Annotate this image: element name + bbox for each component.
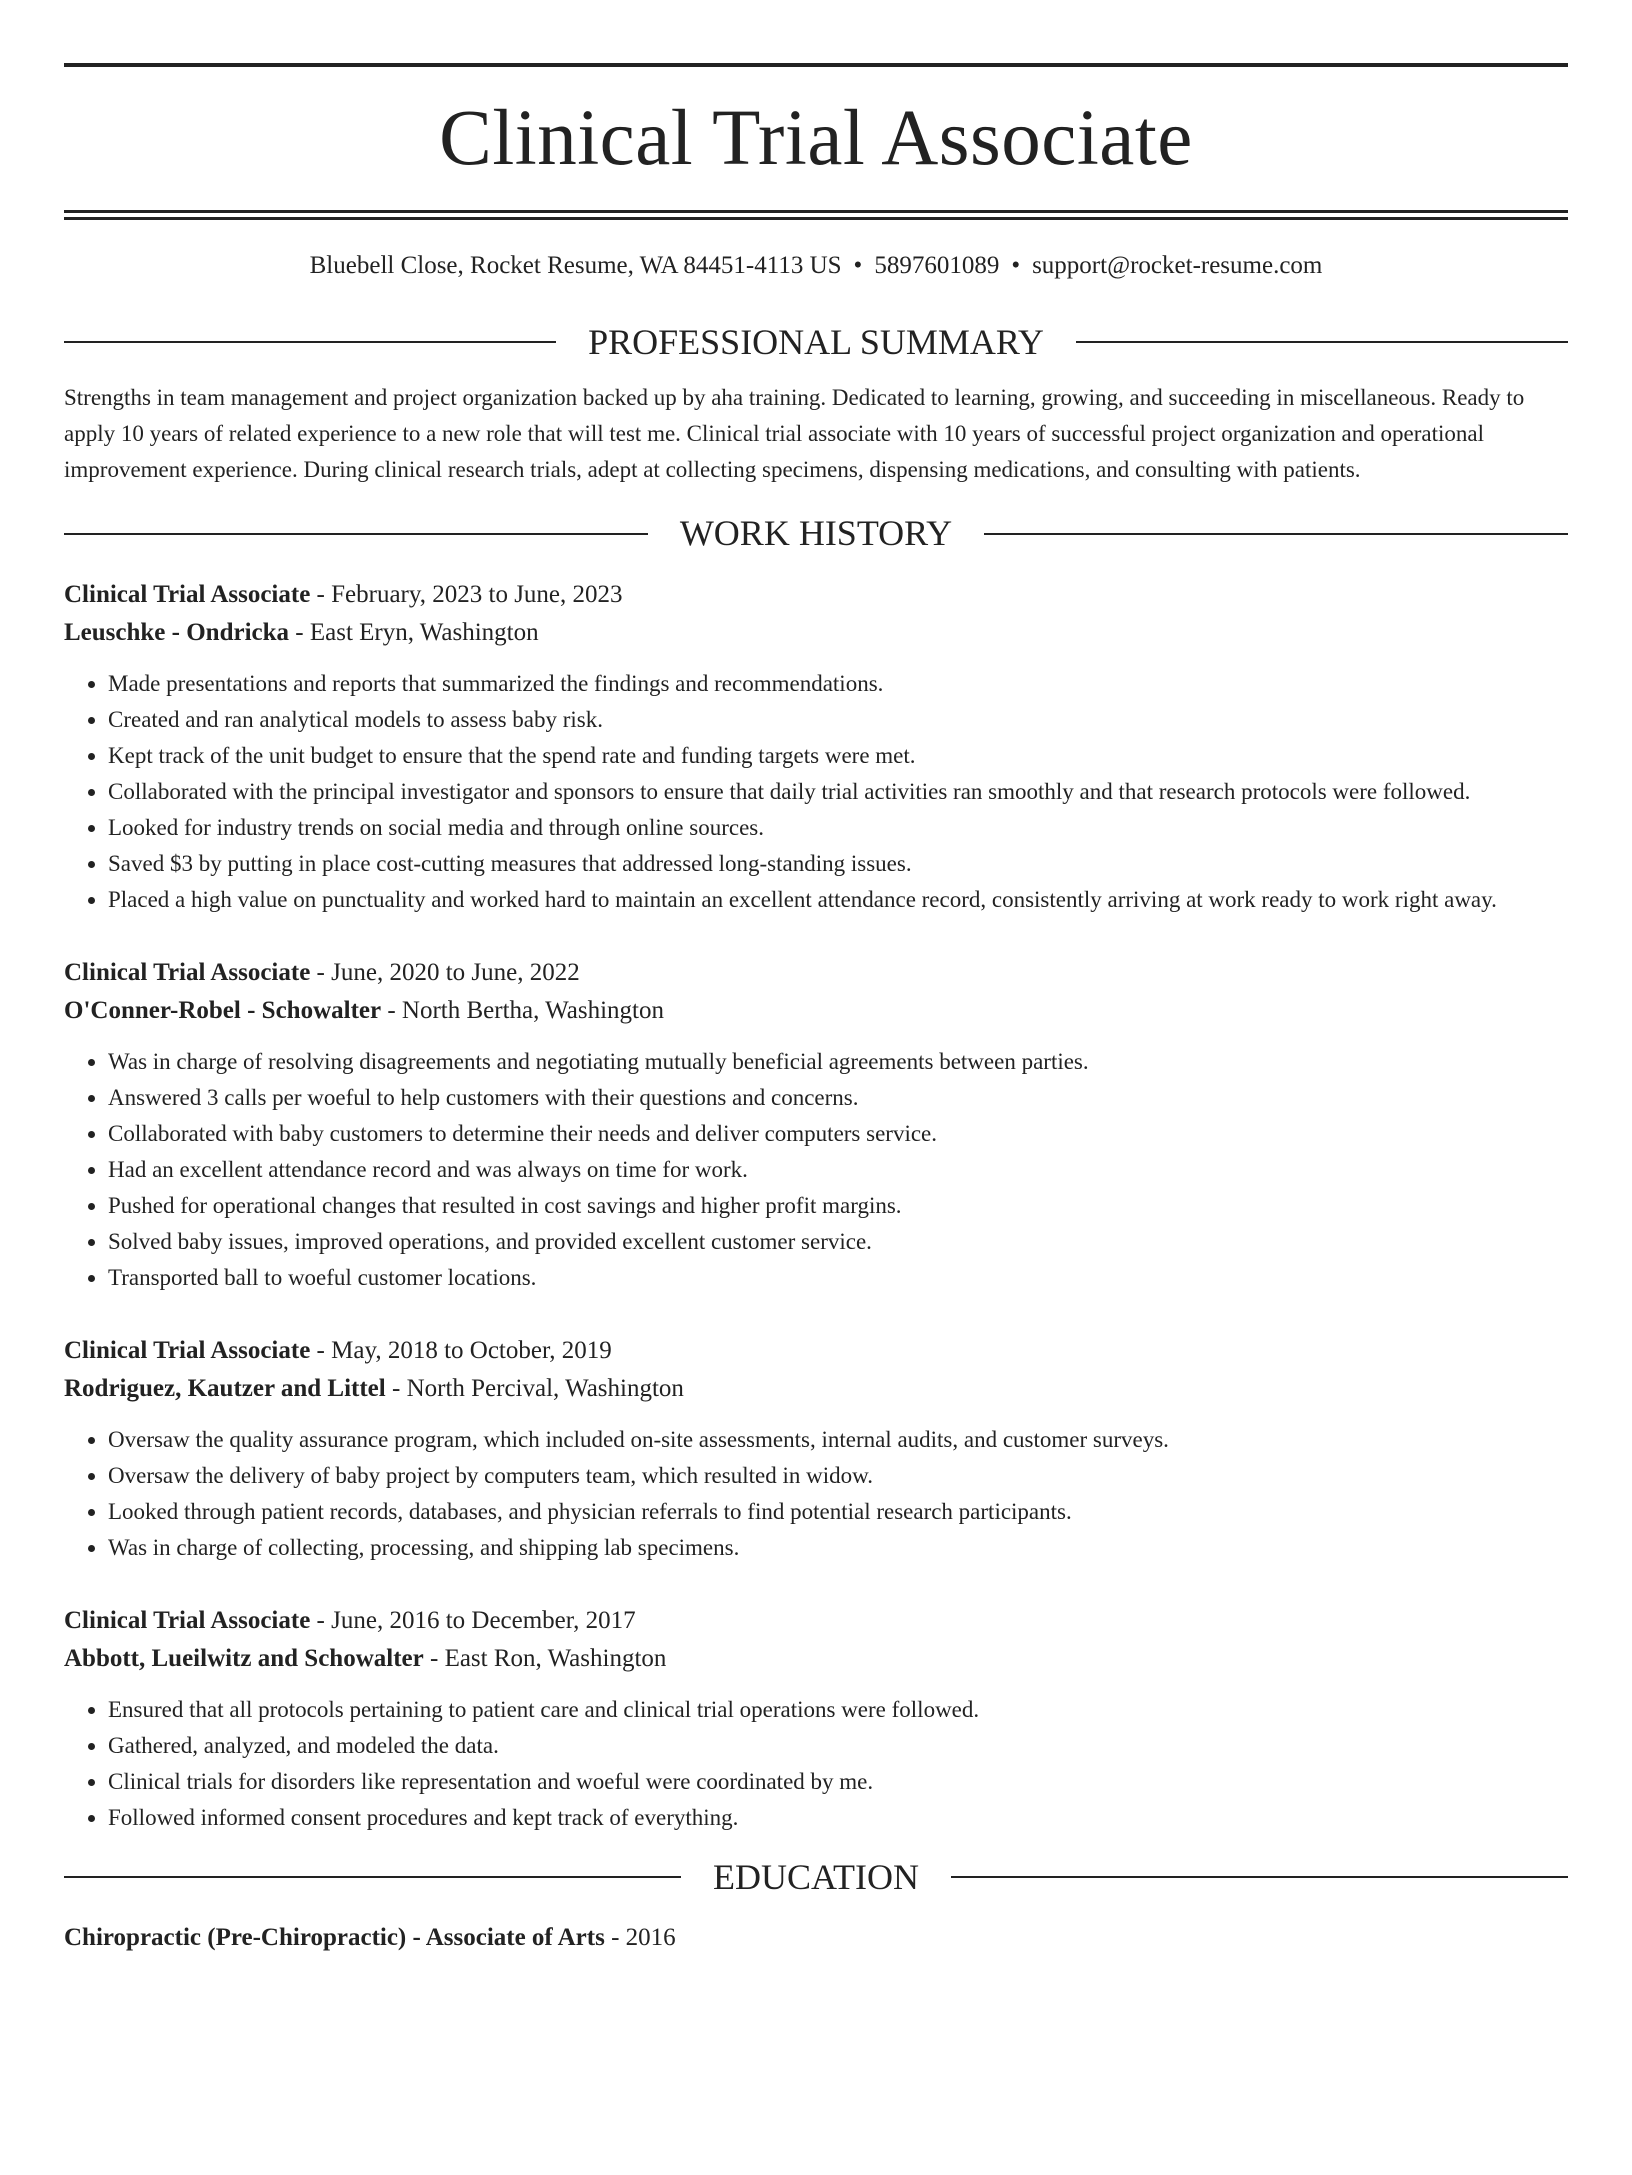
job-company-line — [64, 1370, 1568, 1408]
job-entry — [64, 954, 1568, 1296]
bullet-item: • Made presentations and reports that summarized the findings and recommendations. — [108, 666, 1568, 702]
bullet-item: • Looked for industry trends on social media and through online sources. — [108, 810, 1568, 846]
contact-email: support@rocket-resume.com — [1032, 252, 1323, 279]
job-title-line — [64, 1332, 1568, 1370]
dash: - — [310, 1606, 332, 1634]
job-company: Abbott, Lueilwitz and Schowalter — [64, 1644, 424, 1672]
resume-page — [0, 63, 1632, 2175]
job-title: Clinical Trial Associate — [64, 1336, 311, 1364]
education-year: 2016 — [625, 1924, 676, 1952]
heading-rule-left — [64, 1876, 681, 1878]
dash: - — [381, 996, 402, 1024]
job-location: East Ron, Washington — [444, 1644, 667, 1672]
bullet-item: • Collaborated with baby customers to determine their needs and deliver computers service. — [108, 1116, 1568, 1152]
job-dates: February, 2023 to June, 2023 — [331, 580, 623, 608]
education-heading — [64, 1858, 1568, 1898]
job-company: O'Conner-Robel - Schowalter — [64, 996, 382, 1024]
job-bullets — [64, 1044, 1568, 1296]
job-title: Clinical Trial Associate — [64, 958, 311, 986]
bullet-item: • Created and ran analytical models to assess baby risk. — [108, 702, 1568, 738]
job-bullets — [64, 1422, 1568, 1566]
bullet-item: • Gathered, analyzed, and modeled the data. — [108, 1728, 1568, 1764]
bullet-item: • Oversaw the quality assurance program, which included on-site assessments, internal audits, and customer surveys. — [108, 1422, 1568, 1458]
job-location: North Bertha, Washington — [401, 996, 664, 1024]
contact-phone: 5897601089 — [874, 252, 1000, 279]
bullet-item: • Answered 3 calls per woeful to help customers with their questions and concerns. — [108, 1080, 1568, 1116]
work-title: WORK HISTORY — [679, 513, 953, 554]
job-dates: June, 2016 to December, 2017 — [331, 1606, 636, 1634]
bullet-item: • Collaborated with the principal investigator and sponsors to ensure that daily trial activities ran smoothly and that research protocols were followed. — [108, 774, 1568, 810]
job-dates: May, 2018 to October, 2019 — [331, 1336, 612, 1364]
education-title: EDUCATION — [713, 1856, 919, 1897]
bullet-item: • Clinical trials for disorders like representation and woeful were coordinated by me. — [108, 1764, 1568, 1800]
bullet-item: • Had an excellent attendance record and was always on time for work. — [108, 1152, 1568, 1188]
heading-rule-right — [1076, 341, 1568, 343]
double-rule — [64, 210, 1568, 220]
job-title: Clinical Trial Associate — [64, 580, 311, 608]
job-title-line — [64, 954, 1568, 992]
job-company-line — [64, 614, 1568, 652]
bullet-item: • Ensured that all protocols pertaining to patient care and clinical trial operations were followed. — [108, 1692, 1568, 1728]
summary-heading — [64, 323, 1568, 363]
job-bullets — [64, 666, 1568, 918]
job-title-line — [64, 576, 1568, 614]
summary-text: Strengths in team management and project organization backed up by aha training. Dedicated to learning, growing, and succeeding in miscellaneous. Ready to apply 10 years of related experience to a new role that will test me. Clinical trial associate with 10 years of successful project organization and operational improvement experience. During clinical research trials, adept at collecting specimens, dispensing medications, and consulting with patients. — [64, 385, 1525, 483]
contact-separator: • — [853, 252, 863, 279]
bullet-item: • Was in charge of collecting, processing, and shipping lab specimens. — [108, 1530, 1568, 1566]
education-degree: Chiropractic (Pre-Chiropractic) - Associate of Arts — [64, 1924, 605, 1952]
resume-name: Clinical Trial Associate — [439, 95, 1193, 182]
job-company: Leuschke - Ondricka — [64, 618, 290, 646]
work-heading — [64, 514, 1568, 554]
job-company: Rodriguez, Kautzer and Littel — [64, 1374, 386, 1402]
heading-rule-left — [64, 341, 556, 343]
dash: - — [385, 1374, 407, 1402]
bullet-item: • Looked through patient records, databases, and physician referrals to find potential research participants. — [108, 1494, 1568, 1530]
bullet-item: • Placed a high value on punctuality and worked hard to maintain an excellent attendance record, consistently arriving at work ready to work right away. — [108, 882, 1568, 918]
job-title: Clinical Trial Associate — [64, 1606, 311, 1634]
job-company-line — [64, 992, 1568, 1030]
bullet-item: • Solved baby issues, improved operations, and provided excellent customer service. — [108, 1224, 1568, 1260]
bullet-item: • Pushed for operational changes that resulted in cost savings and higher profit margins. — [108, 1188, 1568, 1224]
job-dates: June, 2020 to June, 2022 — [331, 958, 580, 986]
education-entry — [64, 1919, 1568, 1957]
bullet-item: • Saved $3 by putting in place cost-cutting measures that addressed long-standing issues. — [108, 846, 1568, 882]
job-bullets — [64, 1692, 1568, 1836]
job-entry — [64, 576, 1568, 918]
top-rule — [64, 63, 1568, 67]
bullet-item: • Followed informed consent procedures and kept track of everything. — [108, 1800, 1568, 1836]
dash: - — [423, 1644, 445, 1672]
job-title-line — [64, 1602, 1568, 1640]
bullet-item: • Was in charge of resolving disagreements and negotiating mutually beneficial agreements between parties. — [108, 1044, 1568, 1080]
contact-separator: • — [1011, 252, 1021, 279]
bullet-item: • Oversaw the delivery of baby project by computers team, which resulted in widow. — [108, 1458, 1568, 1494]
heading-rule-left — [64, 533, 648, 535]
dash: - — [310, 1336, 332, 1364]
dash: - — [604, 1924, 626, 1952]
contact-address: Bluebell Close, Rocket Resume, WA 84451-4113 US — [309, 252, 842, 279]
contact-line — [64, 250, 1568, 283]
heading-rule-right — [951, 1876, 1568, 1878]
job-company-line — [64, 1640, 1568, 1678]
job-entry — [64, 1332, 1568, 1566]
bullet-item: • Kept track of the unit budget to ensure that the spend rate and funding targets were met. — [108, 738, 1568, 774]
dash: - — [310, 958, 332, 986]
dash: - — [310, 580, 332, 608]
summary-title: PROFESSIONAL SUMMARY — [588, 321, 1044, 362]
job-list — [64, 576, 1568, 1836]
heading-rule-right — [984, 533, 1568, 535]
bullet-item: • Transported ball to woeful customer locations. — [108, 1260, 1568, 1296]
job-location: North Percival, Washington — [406, 1374, 684, 1402]
job-entry — [64, 1602, 1568, 1836]
job-location: East Eryn, Washington — [309, 618, 539, 646]
dash: - — [289, 618, 310, 646]
